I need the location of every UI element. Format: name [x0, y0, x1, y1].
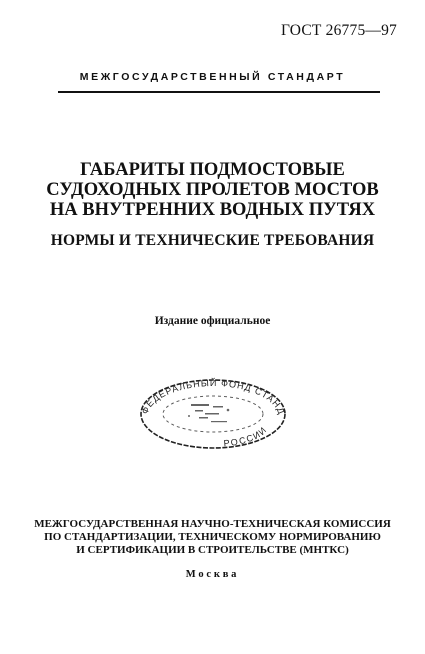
standard-type-label: МЕЖГОСУДАРСТВЕННЫЙ СТАНДАРТ [79, 71, 346, 83]
header-divider [58, 91, 380, 93]
document-title [0, 160, 425, 220]
library-stamp [133, 372, 293, 457]
publisher-block [0, 518, 425, 557]
standard-code: ГОСТ 26775—97 [281, 22, 397, 39]
publisher-line-2: ПО СТАНДАРТИЗАЦИИ, ТЕХНИЧЕСКОМУ НОРМИРОВАНИЮ [44, 531, 381, 543]
document-subtitle: НОРМЫ И ТЕХНИЧЕСКИЕ ТРЕБОВАНИЯ [50, 232, 375, 249]
title-line-1: ГАБАРИТЫ ПОДМОСТОВЫЕ [80, 160, 345, 180]
stamp-seal-icon [133, 372, 293, 452]
svg-text:ФЕДЕРАЛЬНЫЙ ФОНД СТАНДАРТОВ: ФЕДЕРАЛЬНЫЙ ФОНД СТАНД [139, 377, 287, 417]
title-line-2: СУДОХОДНЫХ ПРОЛЕТОВ МОСТОВ [46, 180, 379, 200]
publisher-line-1: МЕЖГОСУДАРСТВЕННАЯ НАУЧНО-ТЕХНИЧЕСКАЯ КОМИССИЯ [34, 518, 391, 530]
svg-text:РОССИИ: РОССИИ [223, 424, 270, 449]
edition-label: Издание официальное [154, 315, 271, 327]
publisher-line-3: И СЕРТИФИКАЦИИ В СТРОИТЕЛЬСТВЕ (МНТКС) [76, 544, 349, 556]
title-line-3: НА ВНУТРЕННИХ ВОДНЫХ ПУТЯХ [49, 200, 376, 220]
publication-city: Москва [185, 569, 240, 580]
